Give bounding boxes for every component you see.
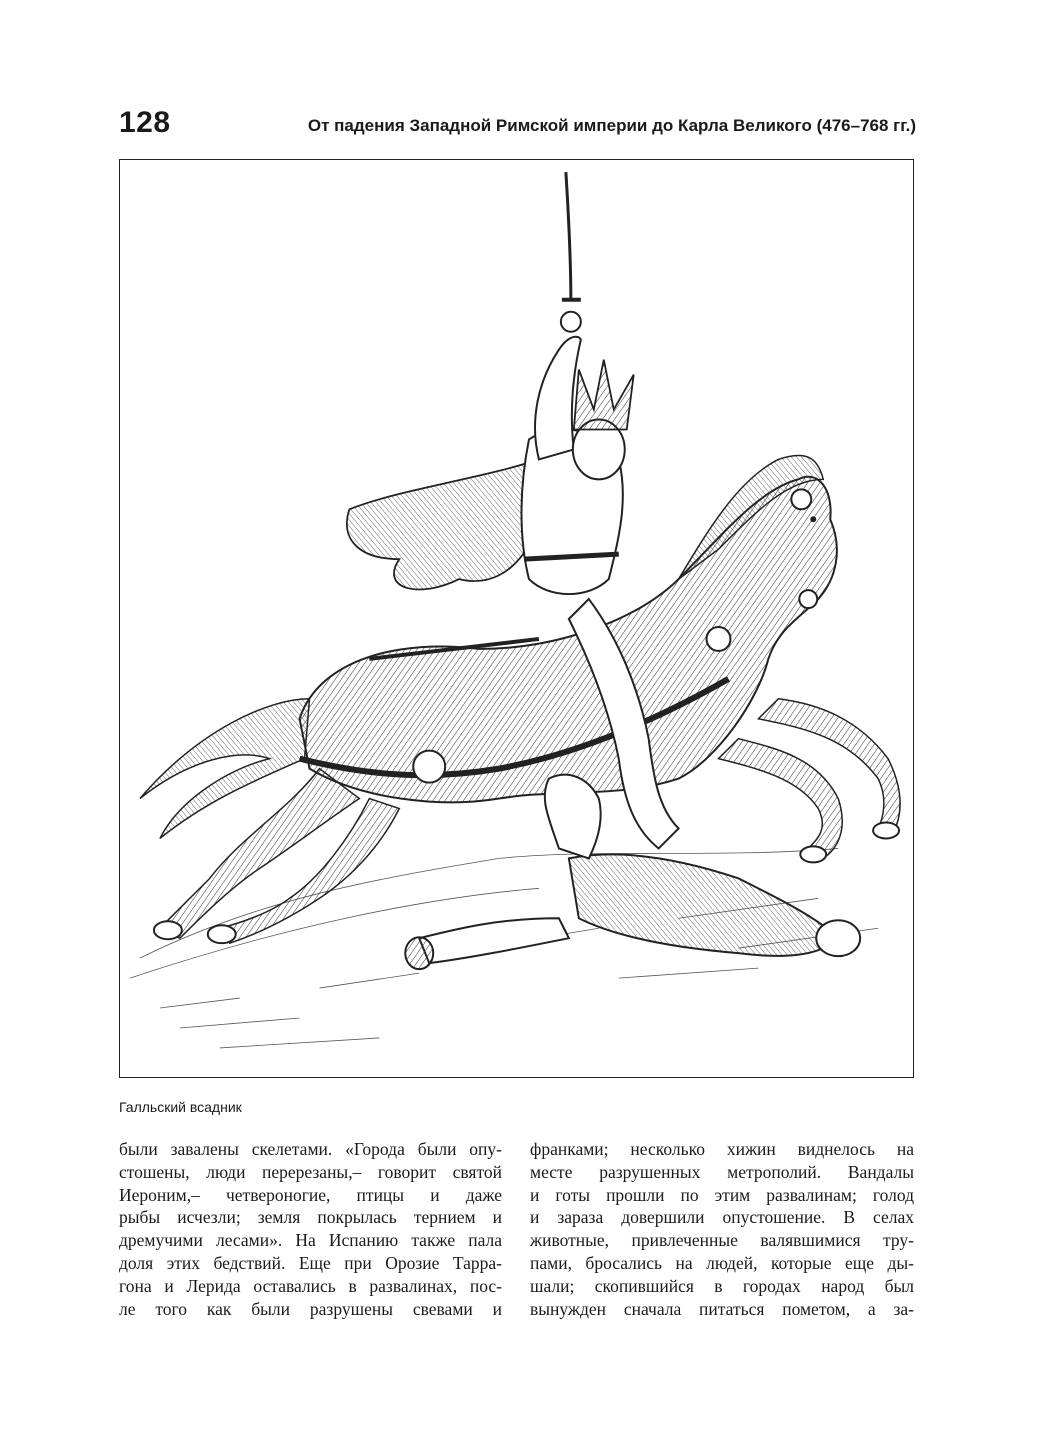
sword [561, 172, 581, 332]
text-line: гона и Лерида оставались в развалинах, пос- [119, 1275, 502, 1296]
text-line: доля этих бедствий. Еще при Орозие Тарра- [119, 1252, 502, 1273]
figure-caption: Галльский всадник [119, 1099, 242, 1115]
text-line: Иероним,– четвероногие, птицы и даже [119, 1184, 502, 1205]
text-line: вынужден сначала питаться пометом, а за- [530, 1298, 914, 1319]
text-line: франками; несколько хижин виднелось на [530, 1139, 914, 1159]
horseman-engraving [120, 160, 913, 1077]
text-line: шали; скопившийся в городах народ был [530, 1275, 914, 1296]
text-line: и зараза довершили опустошение. В селах [530, 1207, 914, 1228]
text-line: животные, привлеченные валявшимися тру- [530, 1230, 914, 1251]
text-line: рыбы исчезли; земля покрылась тернием и [119, 1207, 502, 1228]
text-line: стошены, люди перерезаны,– говорит святой [119, 1161, 502, 1182]
text-column-right [530, 1138, 914, 1320]
text-column-left [119, 1138, 502, 1320]
text-line: ле того как были разрушены свевами и [119, 1298, 502, 1319]
text-line: и готы прошли по этим развалинам; голод [530, 1184, 914, 1205]
page-number: 128 [119, 106, 171, 139]
running-title: От падения Западной Римской империи до Карла Великого (476–768 гг.) [307, 116, 916, 135]
illustration-frame [119, 159, 914, 1078]
text-line: месте разрушенных метрополий. Вандалы [530, 1161, 914, 1182]
text-line: пами, бросались на людей, которые еще ды- [530, 1252, 914, 1273]
text-line: дремучими лесами». На Испанию также пала [119, 1230, 502, 1251]
text-line: были завалены скелетами. «Города были опу- [119, 1139, 502, 1159]
